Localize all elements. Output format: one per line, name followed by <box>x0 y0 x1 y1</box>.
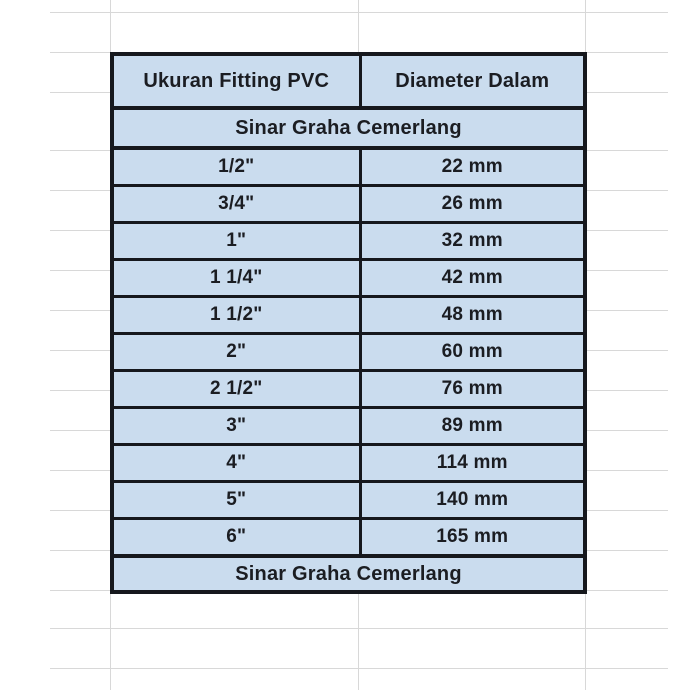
banner-row-bottom <box>112 556 585 592</box>
table-row <box>112 186 585 223</box>
sheet-row-gridline <box>50 668 668 669</box>
diameter-cell: 140 mm <box>360 482 585 519</box>
diameter-cell: 165 mm <box>360 519 585 557</box>
table-row <box>112 445 585 482</box>
diameter-cell: 48 mm <box>360 297 585 334</box>
size-cell: 1 1/2" <box>112 297 360 334</box>
diameter-cell: 76 mm <box>360 371 585 408</box>
table-row <box>112 334 585 371</box>
pvc-size-table <box>110 52 587 594</box>
size-cell: 2 1/2" <box>112 371 360 408</box>
size-cell: 1 1/4" <box>112 260 360 297</box>
size-cell: 6" <box>112 519 360 557</box>
table-row <box>112 297 585 334</box>
diameter-cell: 42 mm <box>360 260 585 297</box>
column-header-diameter: Diameter Dalam <box>360 54 585 108</box>
diameter-cell: 60 mm <box>360 334 585 371</box>
table-row <box>112 519 585 557</box>
table-row <box>112 408 585 445</box>
diameter-cell: 22 mm <box>360 148 585 186</box>
table-row <box>112 223 585 260</box>
size-cell: 2" <box>112 334 360 371</box>
diameter-cell: 26 mm <box>360 186 585 223</box>
diameter-cell: 32 mm <box>360 223 585 260</box>
size-cell: 1" <box>112 223 360 260</box>
table-header-row <box>112 54 585 108</box>
sheet-row-gridline <box>50 628 668 629</box>
sheet-row-gridline <box>50 12 668 13</box>
size-cell: 1/2" <box>112 148 360 186</box>
size-cell: 3/4" <box>112 186 360 223</box>
column-header-size: Ukuran Fitting PVC <box>112 54 360 108</box>
diameter-cell: 114 mm <box>360 445 585 482</box>
size-cell: 5" <box>112 482 360 519</box>
diameter-cell: 89 mm <box>360 408 585 445</box>
table-row <box>112 148 585 186</box>
banner-row-top <box>112 108 585 148</box>
table-row <box>112 260 585 297</box>
size-cell: 4" <box>112 445 360 482</box>
banner-text-top: Sinar Graha Cemerlang <box>112 108 585 148</box>
banner-text-bottom: Sinar Graha Cemerlang <box>112 556 585 592</box>
table-row <box>112 482 585 519</box>
table-row <box>112 371 585 408</box>
size-cell: 3" <box>112 408 360 445</box>
